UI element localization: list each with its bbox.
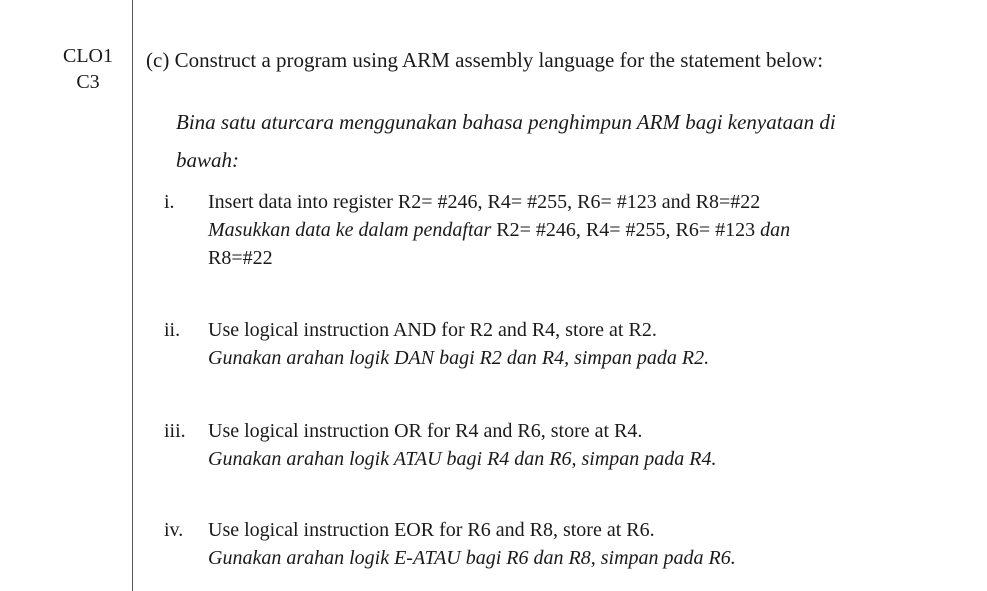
item-malay xyxy=(208,216,888,244)
list-item xyxy=(208,188,888,272)
item-malay xyxy=(208,445,888,473)
item-number: i. xyxy=(164,191,175,213)
item-malay-italic: Gunakan arahan logik DAN bagi R2 dan R4, simpan pada R2. xyxy=(208,347,710,369)
item-english: Insert data into register R2= #246, R4= #255, R6= #123 and R8=#22 xyxy=(208,191,761,213)
item-number: ii. xyxy=(164,319,181,341)
list-item xyxy=(208,316,888,372)
item-malay-registers: R2= #246, R4= #255, R6= #123 xyxy=(491,219,761,241)
clo-label xyxy=(62,43,114,95)
item-malay-continued: R8=#22 xyxy=(208,247,273,269)
list-item xyxy=(208,516,888,572)
item-malay-italic: Gunakan arahan logik E-ATAU bagi R6 dan R8, simpan pada R6. xyxy=(208,547,736,569)
clo-code: CLO1 xyxy=(63,45,113,67)
question-text: Construct a program using ARM assembly language for the statement below: xyxy=(174,48,824,72)
item-number: iv. xyxy=(164,519,184,541)
question-translation: Bina satu aturcara menggunakan bahasa penghimpun ARM bagi kenyataan di bawah: xyxy=(176,110,836,172)
item-malay-italic: Gunakan arahan logik ATAU bagi R4 dan R6, simpan pada R4. xyxy=(208,448,717,470)
question-label: (c) xyxy=(146,48,170,72)
item-malay-italic: Masukkan data ke dalam pendaftar xyxy=(208,219,492,241)
item-english: Use logical instruction AND for R2 and R4, store at R2. xyxy=(208,319,657,341)
item-english: Use logical instruction OR for R4 and R6, store at R4. xyxy=(208,420,643,442)
item-malay xyxy=(208,544,888,572)
item-english: Use logical instruction EOR for R6 and R8, store at R6. xyxy=(208,519,655,541)
item-number: iii. xyxy=(164,420,186,442)
item-malay-conjunction: dan xyxy=(760,219,791,241)
list-item xyxy=(208,417,888,473)
item-malay xyxy=(208,344,888,372)
question-statement xyxy=(146,46,823,74)
column-divider xyxy=(132,0,133,591)
taxonomy-level: C3 xyxy=(76,71,100,93)
